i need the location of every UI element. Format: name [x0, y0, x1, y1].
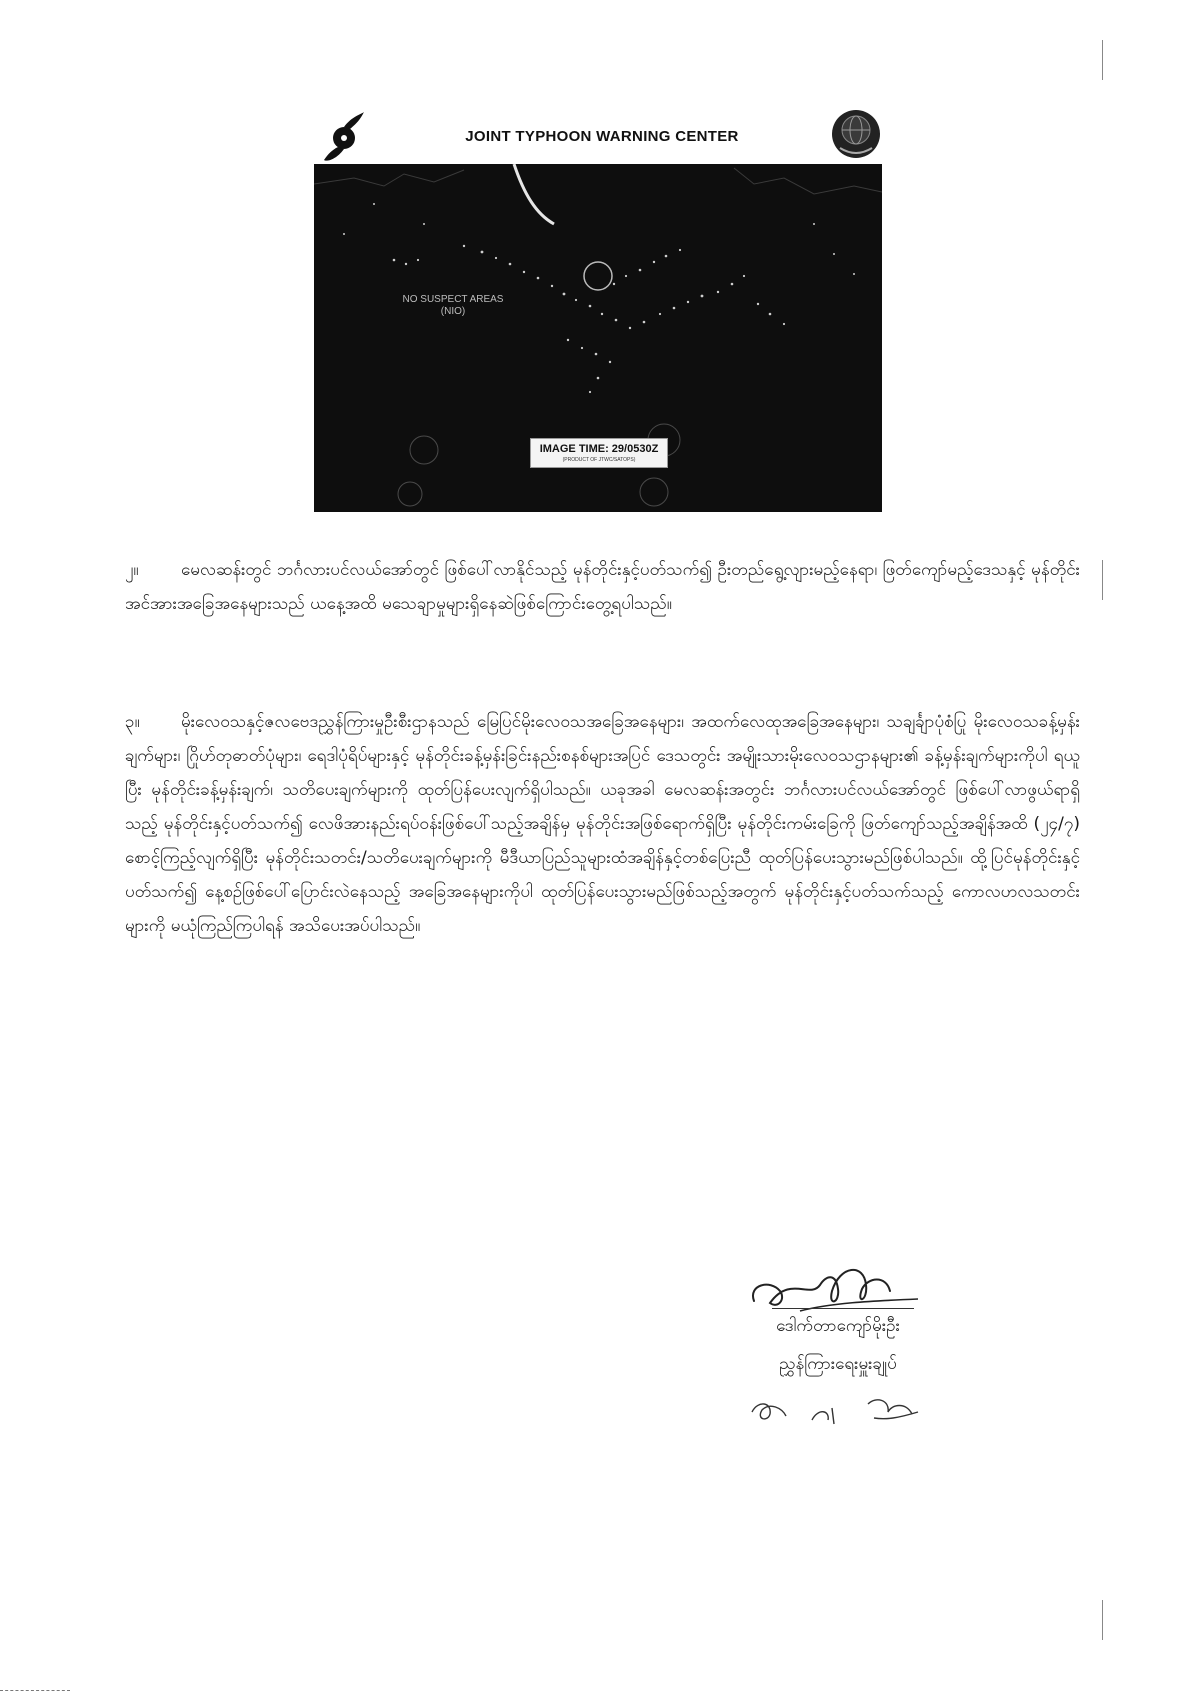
scan-edge-mark [1102, 1600, 1103, 1640]
signatory-name: ဒေါက်တာကျော်မိုးဦး [776, 1316, 900, 1336]
paragraph-text: မေလဆန်းတွင် ဘင်္ဂလားပင်လယ်အော်တွင် ဖြစ်ပေါ်လာနိုင်သည့် မုန်တိုင်းနှင့်ပတ်သက်၍ ဦးတည်ရွေ့လျားမည့်နေရာ၊ ဖြတ်ကျော်မည့်ဒေသနှင့် မုန်တိုင်းအင်အားအခြေအနေများသည် ယနေ့အထိ မသေချာမှုများရှိနေဆဲဖြစ်ကြောင်းတွေ့ရပါသည်။ [125, 560, 1080, 614]
paragraph-number: ၂။ [125, 560, 139, 580]
signatory-title: ညွှန်ကြားရေးမှူးချုပ် [779, 1354, 897, 1374]
typhoon-symbol-icon [322, 110, 366, 162]
paragraph-2 [125, 553, 1080, 621]
paragraph-3 [125, 705, 1080, 943]
header-title: JOINT TYPHOON WARNING CENTER [465, 128, 739, 145]
document-header [322, 108, 882, 164]
region-text: (NIO) [440, 306, 466, 317]
image-time-box [530, 438, 668, 468]
handwritten-initials [742, 1390, 942, 1430]
image-time: IMAGE TIME: 29/0530Z [539, 443, 659, 455]
scan-corner-mark [0, 1690, 70, 1691]
scan-edge-mark [1102, 560, 1103, 600]
globe-seal-icon [830, 108, 882, 160]
signature-line [772, 1308, 914, 1309]
satellite-image [314, 164, 882, 512]
suspect-area-label [398, 294, 508, 318]
paragraph-number: ၃။ [125, 712, 140, 732]
paragraph-text: မိုးလေဝသနှင့်ဇလဗေဒညွှန်ကြားမှုဦးစီးဌာနသည် မြေပြင်မိုးလေဝသအခြေအနေများ၊ အထက်လေထုအခြေအနေများ၊ သချင်္ချာပုံစံပြု မိုးလေဝသခန့်မှန်းချက်များ၊ ဂြိုဟ်တုဓာတ်ပုံများ၊ ရေဒါပုံရိပ်များနှင့် မုန်တိုင်းခန့်မှန်းခြင်းနည်းစနစ်များအပြင် ဒေသတွင်း အမျိုးသားမိုးလေဝသဌာနများ၏ ခန့်မှန်းချက်များကိုပါ ရယူပြီး မုန်တိုင်းခန့်မှန်းချက်၊ သတိပေးချက်များကို ထုတ်ပြန်ပေးလျက်ရှိပါသည်။ ယခုအခါ မေလဆန်းအတွင်း ဘင်္ဂလားပင်လယ်အော်တွင် ဖြစ်ပေါ်လာဖွယ်ရာရှိသည့် မုန်တိုင်းနှင့်ပတ်သက်၍ လေဖိအားနည်းရပ်ဝန်းဖြစ်ပေါ်သည့်အချိန်မှ မုန်တိုင်းအဖြစ်ရောက်ရှိပြီး မုန်တိုင်းကမ်းခြေကို ဖြတ်ကျော်သည့်အချိန်အထိ (၂၄/၇) စောင့်ကြည့်လျက်ရှိပြီး မုန်တိုင်းသတင်း/သတိပေးချက်များကို မီဒီယာပြည်သူများထံအချိန်နှင့်တစ်ပြေးညီ ထုတ်ပြန်ပေးသွားမည်ဖြစ်ပါသည်။ ထို့ပြင်မုန်တိုင်းနှင့်ပတ်သက်၍ နေ့စဉ်ဖြစ်ပေါ်ပြောင်းလဲနေသည့် အခြေအနေများကိုပါ ထုတ်ပြန်ပေးသွားမည်ဖြစ်သည့်အတွက် မုန်တိုင်းနှင့်ပတ်သက်သည့် ကောလဟလသတင်းများကို မယုံကြည်ကြပါရန် အသိပေးအပ်ပါသည်။ [125, 712, 1080, 936]
image-credit: (PRODUCT OF JTWC/SATOPS) [562, 457, 636, 463]
scan-edge-mark [1102, 40, 1103, 80]
suspect-area-text: NO SUSPECT AREAS [402, 294, 504, 305]
